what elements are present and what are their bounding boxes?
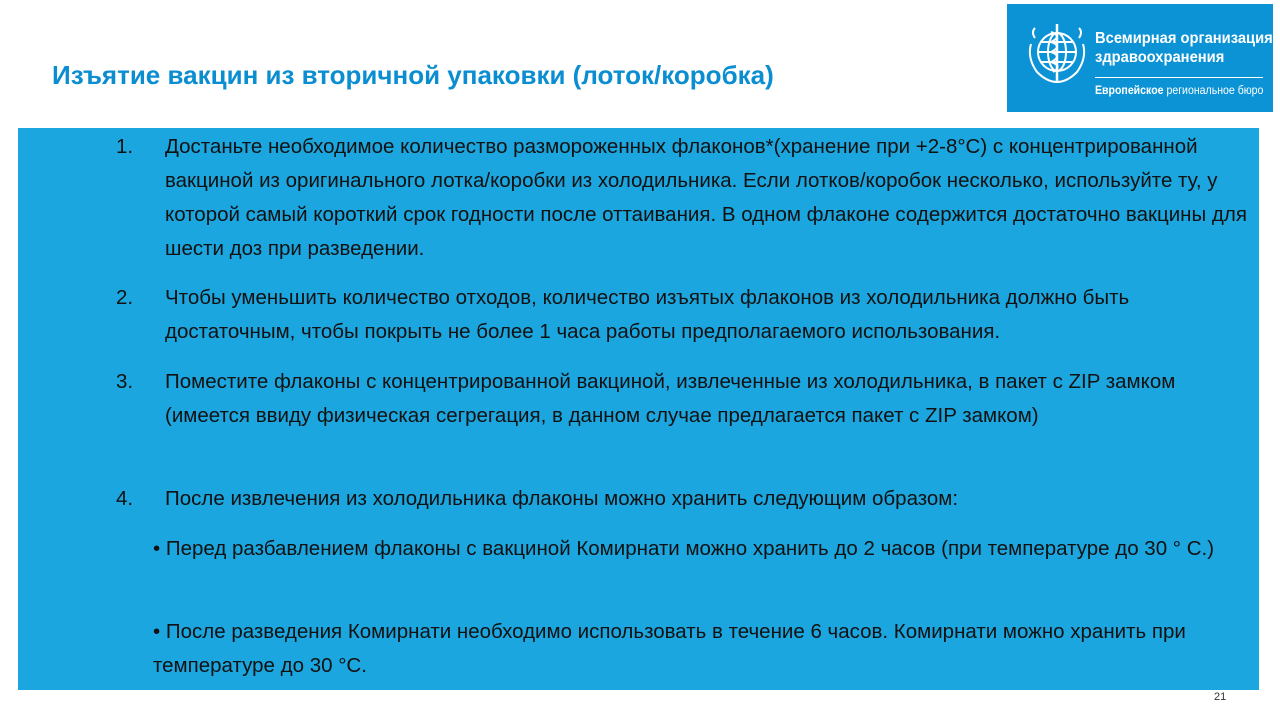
logo-org-name-line1: Всемирная организация xyxy=(1095,30,1273,47)
list-item-text: Поместите флаконы с концентрированной вакциной, извлеченные из холодильника, в пакет с ZIP замком (имеется ввиду физическая сегрегация, в данном случае предлагается пакет с ZIP замком) xyxy=(165,370,1176,427)
list-item-number: 2. xyxy=(116,286,134,309)
list-item-text: После извлечения из холодильника флаконы можно хранить следующим образом: xyxy=(165,487,959,510)
list-item-text: Чтобы уменьшить количество отходов, количество изъятых флаконов из холодильника должно быть достаточным, чтобы покрыть не более 1 часа работы предполагаемого использования. xyxy=(165,286,1130,343)
list-item-number: 3. xyxy=(116,370,134,393)
page-number: 21 xyxy=(1214,691,1227,703)
bullet-item: • После разведения Комирнати необходимо использовать в течение 6 часов. Комирнати можно хранить при температуре до 30 °С. xyxy=(153,620,1186,677)
list-item-number: 4. xyxy=(116,487,134,510)
list-item-text: Достаньте необходимое количество размороженных флаконов*(хранение при +2-8°С) с концентрированной вакциной из оригинального лотка/коробки из холодильника. Если лотков/коробок несколько, используйте ту, у которой самый короткий срок годности после оттаивания. В одном флаконе содержится достаточно вакцины для шести доз при разведении. xyxy=(165,135,1247,260)
logo-region-rest: региональное бюро xyxy=(1163,83,1264,97)
logo-region-bold: Европейское xyxy=(1095,83,1164,97)
content-panel xyxy=(18,128,1259,690)
who-emblem-icon xyxy=(1021,18,1093,88)
logo-regional-office xyxy=(1095,83,1263,97)
logo-org-name-line2: здравоохранения xyxy=(1095,49,1225,66)
list-item-number: 1. xyxy=(116,135,134,158)
who-europe-logo xyxy=(1007,4,1273,112)
slide-title: Изъятие вакцин из вторичной упаковки (лоток/коробка) xyxy=(52,60,774,90)
logo-divider xyxy=(1095,77,1263,78)
bullet-item: • Перед разбавлением флаконы с вакциной Комирнати можно хранить до 2 часов (при температуре до 30 ° С.) xyxy=(153,537,1215,560)
